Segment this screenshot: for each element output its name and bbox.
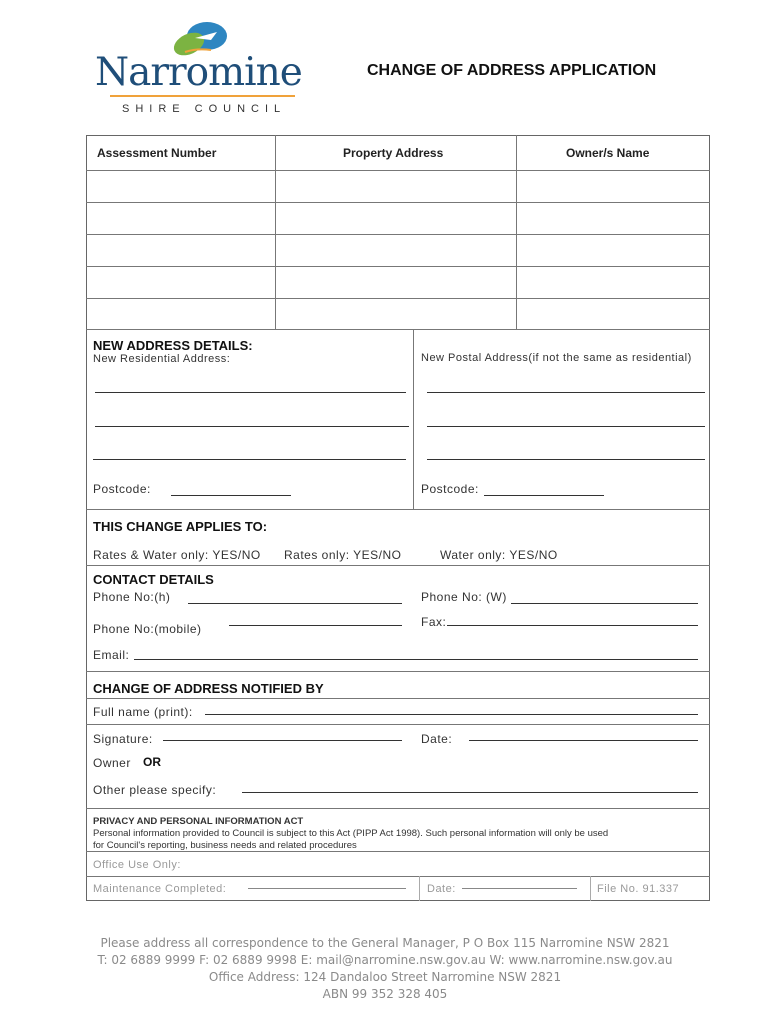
table-row[interactable] [87, 203, 709, 234]
option-rates-water[interactable]: Rates & Water only: YES/NO [93, 548, 261, 562]
email-label: Email: [93, 648, 130, 662]
footer-line-4: ABN 99 352 328 405 [322, 987, 448, 1001]
footer-line-1: Please address all correspondence to the General Manager, P O Box 115 Narromine NSW 2821 [100, 936, 670, 950]
other-specify-label: Other please specify: [93, 783, 217, 797]
full-name-label: Full name (print): [93, 705, 193, 719]
phone-mobile-label: Phone No:(mobile) [93, 622, 202, 636]
phone-home-field[interactable] [188, 603, 402, 604]
phone-mobile-field[interactable] [229, 625, 402, 626]
phone-work-field[interactable] [511, 603, 698, 604]
option-water-only[interactable]: Water only: YES/NO [440, 548, 558, 562]
office-date-label: Date: [427, 883, 456, 895]
table-row[interactable] [87, 171, 709, 202]
owner-option[interactable]: Owner [93, 756, 131, 770]
privacy-heading: PRIVACY AND PERSONAL INFORMATION ACT [93, 816, 304, 827]
postal-address-line-2[interactable] [427, 426, 705, 427]
phone-home-label: Phone No:(h) [93, 590, 171, 604]
logo-subtitle: SHIRE COUNCIL [122, 103, 287, 115]
fax-label: Fax: [421, 615, 447, 629]
postal-postcode-field[interactable] [484, 495, 604, 496]
residential-postcode-field[interactable] [171, 495, 291, 496]
new-address-heading: NEW ADDRESS DETAILS: [93, 338, 253, 353]
logo-wordmark: Narromine [95, 50, 302, 95]
residential-address-line-2[interactable] [95, 426, 409, 427]
date-field[interactable] [469, 740, 698, 741]
notified-heading: CHANGE OF ADDRESS NOTIFIED BY [93, 681, 324, 696]
header-assessment-number: Assessment Number [97, 146, 217, 160]
applies-heading: THIS CHANGE APPLIES TO: [93, 519, 268, 534]
other-specify-field[interactable] [242, 792, 698, 793]
full-name-field[interactable] [205, 714, 698, 715]
header-property-address: Property Address [343, 146, 444, 160]
table-row[interactable] [87, 299, 709, 329]
fax-field[interactable] [447, 625, 698, 626]
date-label: Date: [421, 732, 453, 746]
page-title: CHANGE OF ADDRESS APPLICATION [367, 62, 657, 79]
table-row[interactable] [87, 267, 709, 298]
email-field[interactable] [134, 659, 698, 660]
signature-field[interactable] [163, 740, 402, 741]
logo-underline [110, 95, 295, 97]
postal-address-line-3[interactable] [427, 459, 705, 460]
footer-line-3: Office Address: 124 Dandaloo Street Narromine NSW 2821 [208, 970, 562, 984]
postal-address-line-1[interactable] [427, 392, 705, 393]
file-number: File No. 91.337 [597, 883, 680, 895]
contact-heading: CONTACT DETAILS [93, 572, 214, 587]
postal-address-label: New Postal Address(if not the same as residential) [421, 352, 692, 364]
signature-label: Signature: [93, 732, 153, 746]
maintenance-field[interactable] [248, 888, 406, 889]
residential-address-line-1[interactable] [95, 392, 406, 393]
option-rates-only[interactable]: Rates only: YES/NO [284, 548, 402, 562]
footer-line-2: T: 02 6889 9999 F: 02 6889 9998 E: mail@narromine.nsw.gov.au W: www.narromine.nsw.gov.au [97, 953, 673, 967]
or-text: OR [143, 755, 161, 769]
residential-postcode-label: Postcode: [93, 482, 151, 496]
header-owners-name: Owner/s Name [566, 146, 650, 160]
residential-address-label: New Residential Address: [93, 353, 231, 365]
postal-postcode-label: Postcode: [421, 482, 479, 496]
office-use-heading: Office Use Only: [93, 859, 181, 871]
privacy-text-1: Personal information provided to Council is subject to this Act (PIPP Act 1998). Such personal information will only be used [93, 828, 609, 839]
residential-address-line-3[interactable] [93, 459, 406, 460]
phone-work-label: Phone No: (W) [421, 590, 507, 604]
table-row[interactable] [87, 235, 709, 266]
office-date-field[interactable] [462, 888, 577, 889]
privacy-text-2: for Council's reporting, business needs and related procedures [93, 840, 357, 851]
maintenance-label: Maintenance Completed: [93, 883, 227, 895]
